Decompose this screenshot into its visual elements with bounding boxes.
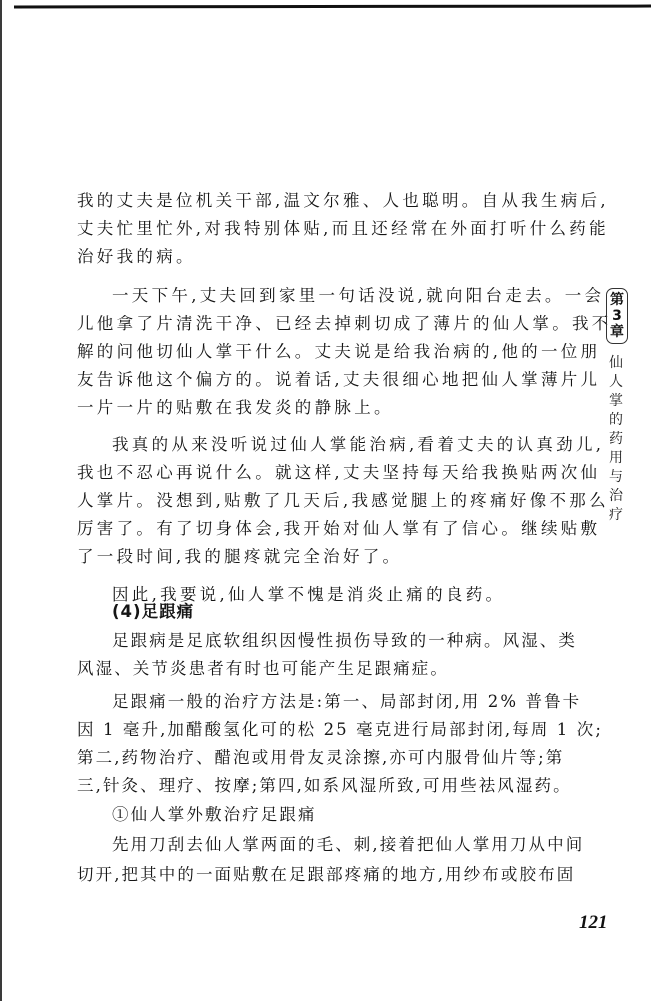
text-line: 了一段时间,我的腿疼就完全治好了。 [77, 547, 403, 566]
text-line: 风湿、关节炎患者有时也可能产生足跟痛症。 [77, 659, 449, 678]
page-number: 121 [579, 912, 608, 933]
chapter-title-vertical [606, 354, 626, 525]
text-line: 人掌片。没想到,贴敷了几天后,我感觉腿上的疼痛好像不那么 [77, 491, 609, 510]
subsection-heading: ①仙人掌外敷治疗足跟痛 [112, 805, 317, 824]
text-line: 我也不忍心再说什么。就这样,丈夫坚持每天给我换贴两次仙 [77, 463, 601, 482]
text-line: 三,针灸、理疗、按摩;第四,如系风湿所致,可用些祛风湿药。 [77, 776, 572, 795]
text-line: 足跟病是足底软组织因慢性损伤导致的一种病。风湿、类 [112, 631, 577, 650]
text-line: 足跟痛一般的治疗方法是:第一、局部封闭,用 2% 普鲁卡 [112, 692, 582, 711]
text-line: 友告诉他这个偏方的。说着话,丈夫很细心地把仙人掌薄片儿 [77, 370, 601, 389]
scan-left-edge [0, 0, 2, 1001]
text-line: 先用刀刮去仙人掌两面的毛、刺,接着把仙人掌用刀从中间 [112, 835, 585, 854]
title-char: 与 [609, 469, 623, 485]
title-char: 的 [609, 412, 623, 428]
title-char: 药 [609, 431, 623, 447]
text-line: 我真的从来没听说过仙人掌能治病,看着丈夫的认真劲儿, [112, 435, 605, 454]
title-char: 仙 [609, 355, 623, 371]
chapter-char: 第 [610, 292, 624, 308]
text-line: 解的问他切仙人掌干什么。丈夫说是给我治病的,他的一位朋 [77, 342, 601, 361]
text-line: 一片一片的贴敷在我发炎的静脉上。 [77, 398, 394, 417]
chapter-side-tab [606, 288, 632, 525]
header-rule [14, 5, 651, 9]
text-line: 因此,我要说,仙人掌不愧是消炎止痛的良药。 [112, 585, 506, 604]
text-line: 我的丈夫是位机关干部,温文尔雅、人也聪明。自从我生病后, [77, 191, 609, 210]
text-line: 治好我的病。 [77, 247, 196, 266]
chapter-char: 章 [610, 324, 624, 340]
title-char: 掌 [609, 393, 623, 409]
text-line: 丈夫忙里忙外,对我特别体贴,而且还经常在外面打听什么药能 [77, 219, 609, 238]
text-line: 厉害了。有了切身体会,我开始对仙人掌有了信心。继续贴敷 [77, 519, 601, 538]
text-line: 第二,药物治疗、醋泡或用骨友灵涂擦,亦可内服骨仙片等;第 [77, 748, 565, 767]
text-line: 切开,把其中的一面贴敷在足跟部疼痛的地方,用纱布或胶布固 [77, 865, 576, 884]
text-line: 因 1 毫升,加醋酸氢化可的松 25 毫克进行局部封闭,每周 1 次; [77, 720, 604, 739]
title-char: 用 [609, 450, 623, 466]
title-char: 人 [609, 374, 623, 390]
title-char: 治 [609, 488, 623, 504]
title-char: 疗 [609, 507, 623, 523]
text-line: 儿他拿了片清洗干净、已经去掉刺切成了薄片的仙人掌。我不 [77, 314, 612, 333]
text-line: 一天下午,丈夫回到家里一句话没说,就向阳台走去。一会 [112, 286, 605, 305]
chapter-char: 3 [612, 308, 622, 324]
chapter-number-box [606, 288, 628, 344]
section-heading: (4)足跟痛 [112, 602, 195, 621]
